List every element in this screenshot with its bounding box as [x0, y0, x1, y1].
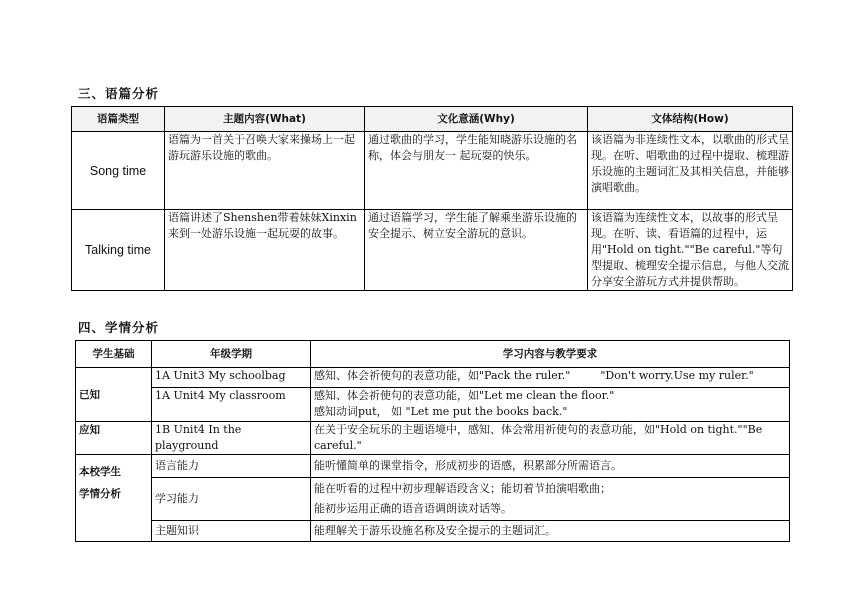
table-row [76, 388, 790, 422]
school-label-line: 学情分析 [79, 488, 121, 500]
header-student-basis: 学生基础 [76, 341, 152, 368]
how-cell: 该语篇为连续性文本，以故事的形式呈现。在听、读、看语篇的过程中，运用"Hold on tight.""Be careful."等句型提取、梳理安全提示信息，与他人交流分享安全游玩方式并提供帮助。 [588, 210, 793, 291]
header-why: 文化意涵(Why) [365, 107, 588, 132]
school-analysis-label [76, 455, 152, 542]
content-cell [311, 368, 790, 388]
discourse-type-cell: Song time [72, 132, 165, 210]
table-row [72, 210, 793, 291]
content-cell: 能听懂简单的课堂指令，形成初步的语感，积累部分所需语言。 [311, 455, 790, 478]
content-text: 能初步运用正确的语音语调朗读对话等。 [314, 502, 512, 515]
content-text: 感知、体会祈使句的表意功能，如"Let me clean the floor." [314, 389, 615, 402]
why-cell: 通过歌曲的学习，学生能知晓游乐设施的名称，体会与朋友一 起玩耍的快乐。 [365, 132, 588, 210]
content-text: 感知动词put， 如 "Let me put the books back." [314, 405, 568, 418]
content-cell [311, 388, 790, 422]
table-row [76, 368, 790, 388]
content-cell: 能理解关于游乐设施名称及安全提示的主题词汇。 [311, 521, 790, 542]
header-how: 文体结构(How) [588, 107, 793, 132]
content-text: 感知、体会祈使句的表意功能，如"Pack the ruler." [314, 369, 571, 382]
table-row [76, 521, 790, 542]
why-cell: 通过语篇学习，学生能了解乘坐游乐设施的安全提示、树立安全游玩的意识。 [365, 210, 588, 291]
item-cell: 语言能力 [152, 455, 311, 478]
school-label-line: 本校学生 [79, 466, 121, 478]
section4-title: 四、学情分析 [78, 320, 160, 335]
header-what: 主题内容(What) [165, 107, 365, 132]
should-know-label: 应知 [76, 422, 152, 455]
grade-cell: 1A Unit4 My classroom [152, 388, 311, 422]
item-cell: 主题知识 [152, 521, 311, 542]
content-text: "Don't worry.Use my ruler." [600, 369, 754, 382]
content-cell [311, 478, 790, 521]
table-row [76, 455, 790, 478]
what-cell: 语篇讲述了Shenshen带着妹妹Xinxin来到一处游乐设施一起玩耍的故事。 [165, 210, 365, 291]
content-text: 能在听看的过程中初步理解语段含义；能切着节拍演唱歌曲； [314, 482, 611, 495]
header-grade-term: 年级学期 [152, 341, 311, 368]
section3-title: 三、语篇分析 [78, 86, 160, 101]
table-row [72, 132, 793, 210]
known-label: 已知 [76, 368, 152, 422]
header-discourse-type: 语篇类型 [72, 107, 165, 132]
grade-cell: 1A Unit3 My schoolbag [152, 368, 311, 388]
how-cell: 该语篇为非连续性文本，以歌曲的形式呈现。在听、唱歌曲的过程中提取、梳理游乐设施的主题词汇及其相关信息，并能够演唱歌曲。 [588, 132, 793, 210]
discourse-analysis-table [71, 106, 793, 291]
table-row [76, 478, 790, 521]
table-row [76, 422, 790, 455]
header-content-requirements: 学习内容与教学要求 [311, 341, 790, 368]
discourse-type-cell: Talking time [72, 210, 165, 291]
content-cell: 在关于安全玩乐的主题语境中，感知、体会常用祈使句的表意功能，如"Hold on tight.""Be careful." [311, 422, 790, 455]
item-cell: 学习能力 [152, 478, 311, 521]
student-analysis-table [75, 340, 790, 542]
what-cell: 语篇为一首关于召唤大家来操场上一起游玩游乐设施的歌曲。 [165, 132, 365, 210]
grade-cell: 1B Unit4 In the playground [152, 422, 311, 455]
